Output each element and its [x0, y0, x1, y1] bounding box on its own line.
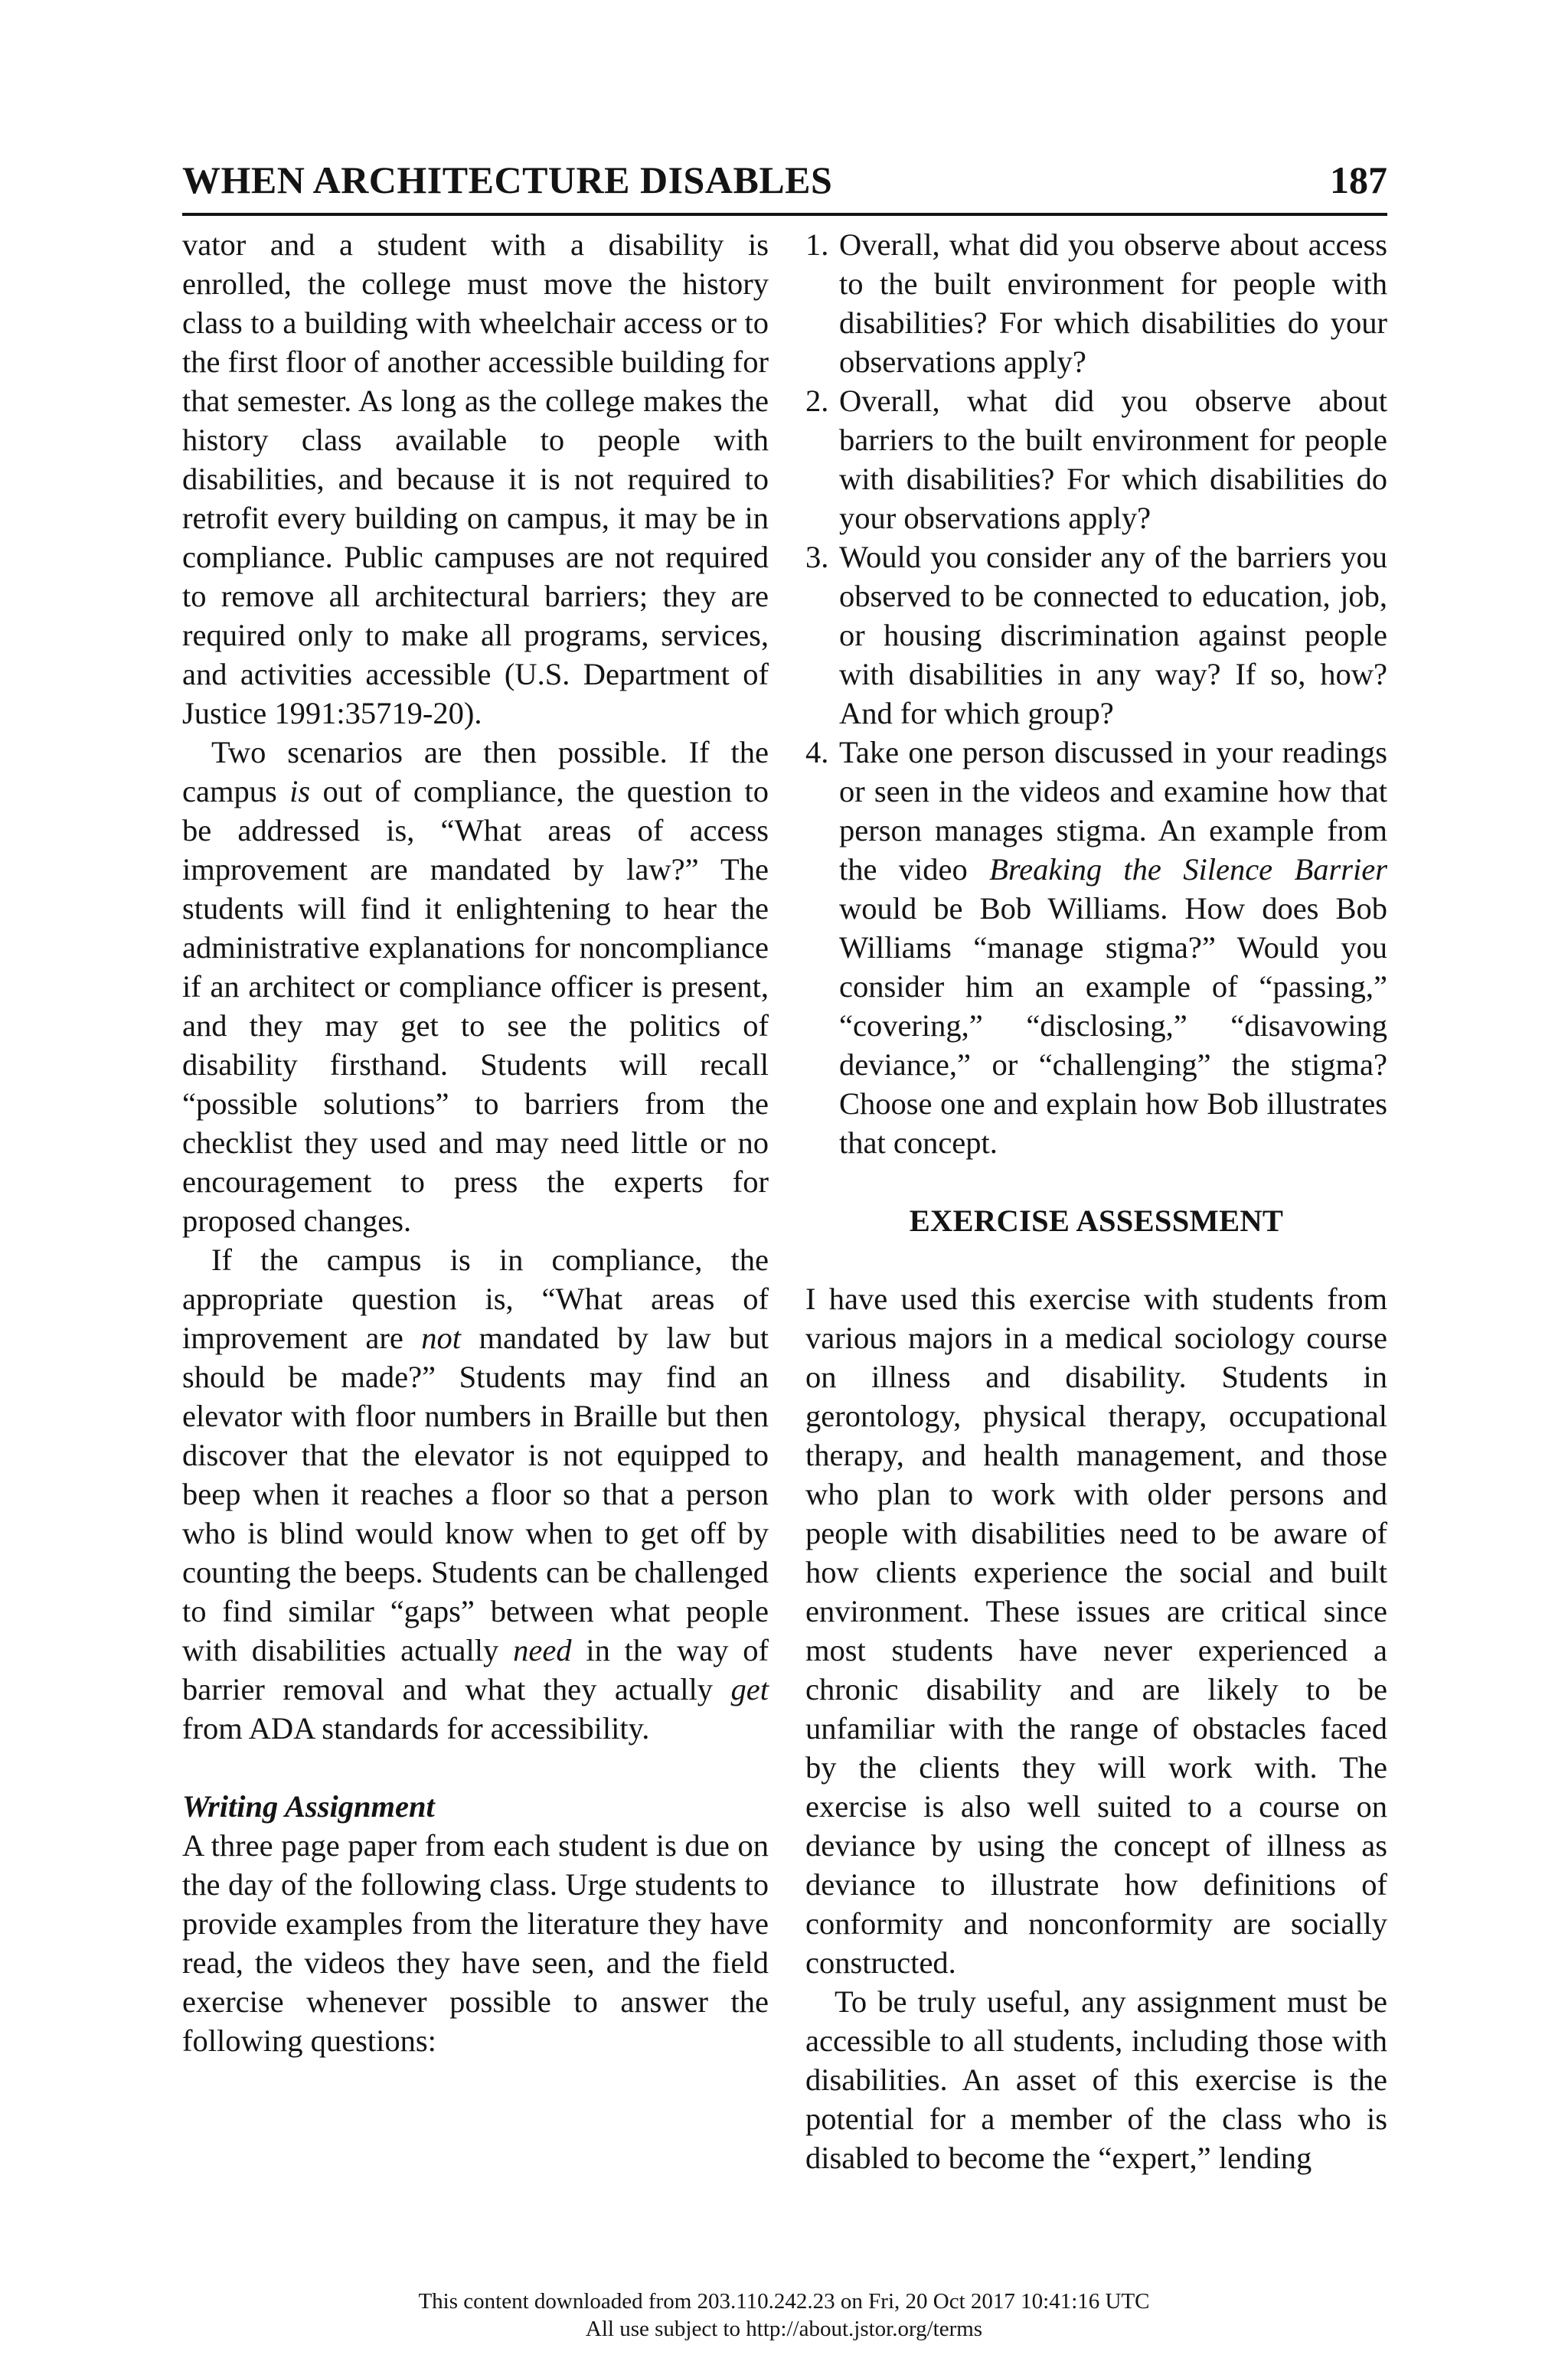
paragraph-in-compliance: If the campus is in compliance, the appropriate question is, “What areas of improvement are not mandated by law but should be made?” Students may find an elevator with floor numbers in Braille but then discover that the elevator is not equipped to beep when it reaches a floor so that a person who is blind would know when to get off by counting the beeps. Students can be challenged to find similar “gaps” between what people with disabilities actually need in the way of barrier removal and what they actually get from ADA standards for accessibility.	[182, 1243, 769, 1746]
question-list	[805, 225, 1387, 1162]
page-number: 187	[1330, 158, 1387, 201]
paragraph-assessment: I have used this exercise with students from various majors in a medical sociology course on illness and disability. Students in gerontology, physical therapy, occupational therapy, and health management, and those who plan to work with older persons and people with disabilities need to be aware of how clients experience the social and built environment. These issues are critical since most students have never experienced a chronic disability and are likely to be unfamiliar with the range of obstacles faced by the clients they will work with. The exercise is also well suited to a course on deviance by using the concept of illness as deviance to illustrate how definitions of conformity and nonconformity are socially constructed.	[805, 1282, 1387, 1980]
writing-assignment-heading: Writing Assignment	[182, 1789, 435, 1824]
footer-terms-line: All use subject to http://about.jstor.org/terms	[585, 2317, 983, 2341]
paragraph-continuation: vator and a student with a disability is enrolled, the college must move the history class to a building with wheelchair access or to the first floor of another accessible building for that semester. As long as the college makes the history class available to people with disabilities, and because it is not required to retrofit every building on campus, it may be in compliance. Public campuses are not required to remove all architectural barriers; they are required only to make all programs, services, and activities accessible (U.S. Department of Justice 1991:35719-20).	[182, 227, 769, 730]
exercise-assessment-heading: EXERCISE ASSESSMENT	[909, 1203, 1284, 1238]
page-header	[182, 150, 1387, 216]
question-item: 2. Overall, what did you observe about barriers to the built environment for people with disabilities? For which disabilities do your observations apply?	[805, 384, 1387, 535]
right-column	[805, 225, 1387, 2177]
question-item: 4. Take one person discussed in your readings or seen in the videos and examine how that person manages stigma. An example from the video Breaking the Silence Barrier would be Bob Williams. How does Bob Williams “manage stigma?” Would you consider him an example of “passing,” “covering,” “disclosing,” “disavowing deviance,” or “challenging” the stigma? Choose one and explain how Bob illustrates that concept.	[805, 735, 1387, 1160]
left-column	[182, 225, 769, 2060]
question-item: 1. Overall, what did you observe about access to the built environment for people with disabilities? For which disabilities do your observations apply?	[805, 227, 1387, 379]
paragraph-two-scenarios: Two scenarios are then possible. If the campus is out of compliance, the question to be addressed is, “What areas of access improvement are mandated by law?” The students will find it enlightening to hear the administrative explanations for noncompliance if an architect or compliance officer is present, and they may get to see the politics of disability firsthand. Students will recall “possible solutions” to barriers from the checklist they used and may need little or no encouragement to press the experts for proposed changes.	[182, 735, 769, 1238]
paragraph-writing-assignment: A three page paper from each student is due on the day of the following class. Urge students to provide examples from the literature they have read, the videos they have seen, and the field exercise whenever possible to answer the following questions:	[182, 1828, 769, 2058]
question-item: 3. Would you consider any of the barriers you observed to be connected to education, job, or housing discrimination against people with disabilities in any way? If so, how? And for which group?	[805, 540, 1387, 730]
paragraph-accessibility: To be truly useful, any assignment must be accessible to all students, including those with disabilities. An asset of this exercise is the potential for a member of the class who is disabled to become the “expert,” lending	[805, 1984, 1387, 2175]
download-footer	[0, 2288, 1568, 2343]
running-title: WHEN ARCHITECTURE DISABLES	[182, 158, 833, 201]
footer-download-line: This content downloaded from 203.110.242.23 on Fri, 20 Oct 2017 10:41:16 UTC	[418, 2289, 1150, 2314]
